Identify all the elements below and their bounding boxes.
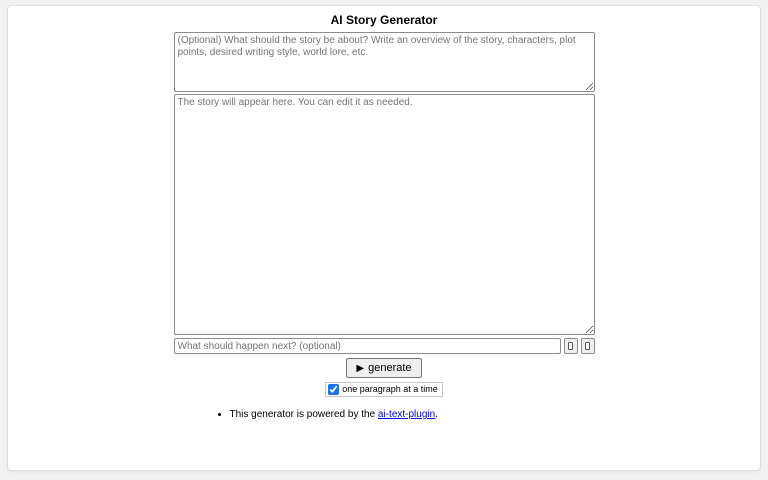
generate-button-label: generate [368,362,412,374]
main-column [174,32,595,421]
next-prompt-input[interactable] [174,338,561,354]
checkbox-row [174,382,595,400]
missing-glyph-icon [568,342,573,350]
one-paragraph-label[interactable] [325,382,443,397]
page-title: AI Story Generator [330,13,438,27]
powered-by-prefix: This generator is powered by the [229,409,378,420]
next-prompt-row [174,338,595,354]
mini-action-button-2[interactable] [581,338,595,354]
story-overview-input[interactable] [174,32,595,92]
generate-row [174,358,595,378]
footer-list [174,408,595,421]
app-card [7,5,761,471]
powered-by-item [230,408,595,421]
mini-action-button-1[interactable] [564,338,578,354]
generate-button[interactable] [346,358,421,378]
missing-glyph-icon [585,342,590,350]
story-output-textarea[interactable] [174,94,595,335]
one-paragraph-label-text: one paragraph at a time [342,384,438,394]
powered-by-suffix: . [435,409,438,420]
one-paragraph-checkbox[interactable] [328,384,339,395]
play-icon: ▶ [356,363,365,374]
plugin-link[interactable]: ai-text-plugin [377,409,436,420]
